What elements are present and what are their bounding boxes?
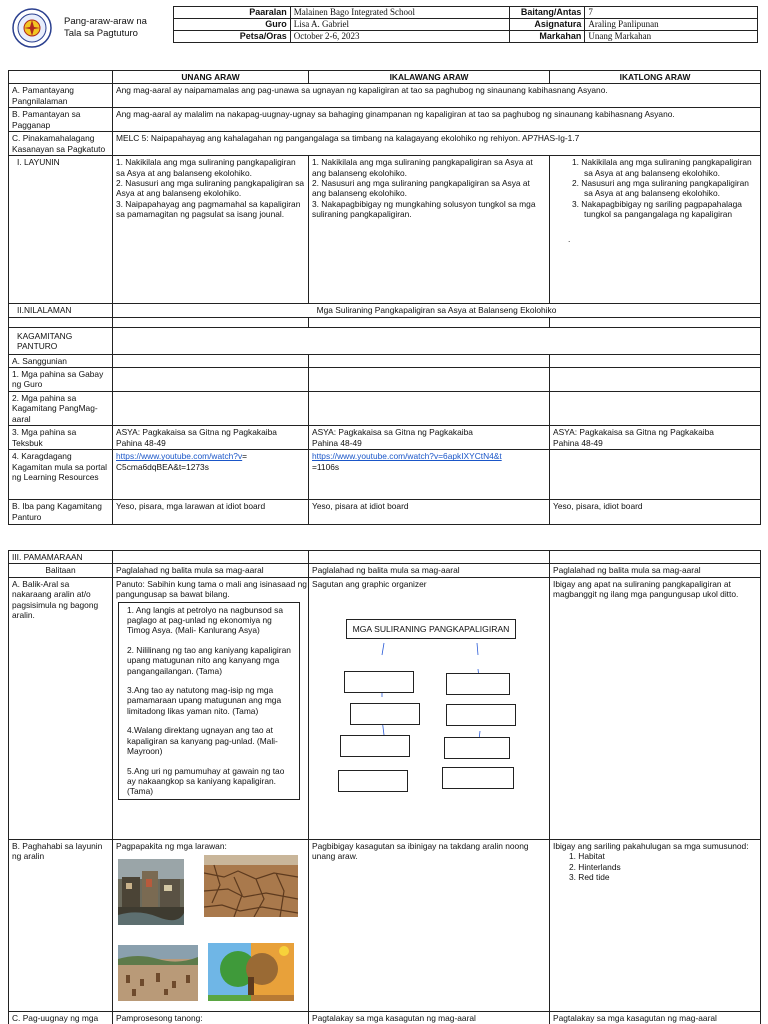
pag-uugnay-day3: Pagtalakay sa mga kasagutan ng mag-aaral xyxy=(550,1011,761,1024)
youtube-link-day1-line2: C5cma6dqBEA&t=1273s xyxy=(116,461,209,472)
paaralan-label: Paaralan xyxy=(174,7,291,19)
row-label-kagamitan: KAGAMITANG PANTURO xyxy=(9,327,113,354)
teksbuk-day1 xyxy=(113,426,309,450)
row-label-balitaan: Balitaan xyxy=(9,564,113,577)
organizer-answer-box[interactable] xyxy=(340,735,410,757)
iba-pang-day2: Yeso, pisara at idiot board xyxy=(309,500,550,525)
balik-aral-day3: Ibigay ang apat na suliraning pangkapaligiran at magbanggit ng ilang mga pangungusap ukol ditto. xyxy=(550,577,761,839)
row-label-balik-aral: A. Balik-Aral sa nakaraang aralin at/o pagsisimula ng bagong aralin. xyxy=(9,577,113,839)
row-label-pamamaraan: III. PAMAMARAAN xyxy=(9,551,113,564)
deped-seal-icon xyxy=(12,8,52,48)
markahan-label: Markahan xyxy=(510,31,585,43)
balitaan-day1: Paglalahad ng balita mula sa mag-aaral xyxy=(113,564,309,577)
layunin-day2-item: 1. Nakikilala ang mga suliraning pangkapaligiran sa Asya at ang balanseng ekolohiko. xyxy=(312,157,533,178)
petsa-value: October 2-6, 2023 xyxy=(290,31,510,43)
pamamaraan-day3 xyxy=(550,551,761,564)
sanggunian-day3 xyxy=(550,354,761,367)
teksbuk-pages: Pahina 48-49 xyxy=(312,437,362,448)
cracked-earth-photo xyxy=(204,855,298,917)
slum-photo xyxy=(118,859,184,925)
row-label-teksbuk: 3. Mga pahina sa Teksbuk xyxy=(9,426,113,450)
layunin-day1 xyxy=(113,156,309,304)
term-item: 1. Habitat xyxy=(569,851,605,862)
markahan-value: Unang Markahan xyxy=(585,31,758,43)
spacer-cell xyxy=(9,317,113,327)
layunin-day1-item: 2. Nasusuri ang mga suliraning pangkapaligiran sa Asya at ang balanseng ekolohiko. xyxy=(116,178,305,199)
layunin-day3-item: 3. Nakapagbibigay ng sariling pagpapahalaga tungkol sa pangangalaga ng kapaligiran xyxy=(572,198,742,220)
spacer-cell xyxy=(550,317,761,327)
paghahabi-day2: Pagbibigay kasagutan sa ibinigay na takdang aralin noong unang araw. xyxy=(309,839,550,1011)
teksbuk-title: ASYA: Pagkakaisa sa Gitna ng Pagkakaiba xyxy=(312,427,473,438)
row-label-pag-uugnay: C. Pag-uugnay ng mga xyxy=(9,1011,113,1024)
balik-aral-day1 xyxy=(113,577,309,839)
baitang-value: 7 xyxy=(585,7,758,19)
sanggunian-day1 xyxy=(113,354,309,367)
layunin-day3-dot: . xyxy=(568,233,571,244)
header xyxy=(8,6,760,52)
balitaan-day2: Paglalahad ng balita mula sa mag-aaral xyxy=(309,564,550,577)
lesson-plan-table-top xyxy=(8,70,761,525)
kagamitan-cell xyxy=(113,327,761,354)
row-label-kasanayan: C. Pinakamahalagang Kasanayan sa Pagkatuto xyxy=(9,132,113,156)
guro-value: Lisa A. Gabriel xyxy=(290,19,510,31)
youtube-link-day2-line2: =1106s xyxy=(312,461,340,472)
teksbuk-day2 xyxy=(309,426,550,450)
guro-label: Guro xyxy=(174,19,291,31)
paaralan-value: Malainen Bago Integrated School xyxy=(290,7,510,19)
teksbuk-pages: Pahina 48-49 xyxy=(553,437,603,448)
layunin-day2-item: 2. Nasusuri ang mga suliraning pangkapaligiran sa Asya at ang balanseng ekolohiko. xyxy=(312,178,530,199)
row-label-layunin: I. LAYUNIN xyxy=(9,156,113,304)
row-label-pamantayang-pangnilalaman: A. Pamantayang Pangnilalaman xyxy=(9,84,113,108)
term-item: 3. Red tide xyxy=(569,872,610,883)
organizer-instructions: Sagutan ang graphic organizer xyxy=(312,578,427,589)
row-label-gabay-guro: 1. Mga pahina sa Gabay ng Guro xyxy=(9,368,113,392)
corner-cell xyxy=(9,71,113,84)
lesson-plan-table-procedure xyxy=(8,550,761,1024)
row-label-sanggunian: A. Sanggunian xyxy=(9,354,113,367)
youtube-link-day2[interactable]: https://www.youtube.com/watch?v=6apkIXYCtN4&t xyxy=(312,451,502,462)
gabay-guro-day2 xyxy=(309,368,550,392)
organizer-answer-box[interactable] xyxy=(444,737,510,759)
quiz-item: 5.Ang uri ng pamumuhay at gawain ng tao ay nakaangkop sa kaniyang kapaligiran.(Tama) xyxy=(127,765,285,797)
paghahabi-day3-intro: Ibigay ang sariling pakahulugan sa mga sumusunod: xyxy=(553,840,749,851)
row-label-pamantayan-pagganap: B. Pamantayan sa Pagganap xyxy=(9,108,113,132)
photo-grid xyxy=(116,851,305,1009)
row-label-kagamitang-mag-aaral: 2. Mga pahina sa Kagamitang PangMag-aaral xyxy=(9,392,113,426)
organizer-answer-box[interactable] xyxy=(446,673,510,695)
column-header-day2: IKALAWANG ARAW xyxy=(309,71,550,84)
sanggunian-day2 xyxy=(309,354,550,367)
quiz-item: 3.Ang tao ay natutong mag-isip ng mga pamamaraan upang matugunan ang mga limitadong likas yaman nito. (Tama) xyxy=(127,685,282,716)
layunin-day3-item: 1. Nakikilala ang mga suliraning pangkapaligiran sa Asya at ang balanseng ekolohiko. xyxy=(572,157,752,178)
organizer-answer-box[interactable] xyxy=(446,704,516,726)
karagdagang-day3 xyxy=(550,450,761,500)
paghahabi-day3 xyxy=(550,839,761,1011)
graphic-organizer xyxy=(312,589,546,789)
pamamaraan-day1 xyxy=(113,551,309,564)
asignatura-label: Asignatura xyxy=(510,19,585,31)
climate-tree-photo xyxy=(208,943,294,1001)
quiz-box xyxy=(118,602,300,800)
column-header-day1: UNANG ARAW xyxy=(113,71,309,84)
spacer-cell xyxy=(113,317,309,327)
nilalaman-text: Mga Suliraning Pangkapaligiran sa Asya at Balanseng Ekolohiko xyxy=(113,304,761,317)
term-item: 2. Hinterlands xyxy=(569,861,621,872)
row-label-nilalaman: II.NILALAMAN xyxy=(9,304,113,317)
organizer-answer-box[interactable] xyxy=(350,703,420,725)
form-title xyxy=(64,16,164,40)
layunin-day1-item: 1. Nakikilala ang mga suliraning pangkapaligiran sa Asya at ang balanseng ekolohiko. xyxy=(116,157,296,178)
kagamitang-mag-aaral-day3 xyxy=(550,392,761,426)
petsa-label: Petsa/Oras xyxy=(174,31,291,43)
teksbuk-day3 xyxy=(550,426,761,450)
pag-uugnay-day1: Pamprosesong tanong: xyxy=(113,1011,309,1024)
layunin-day2-item: 3. Nakapagbibigay ng mungkahing solusyon tungkol sa mga suliraning pangkapaligiran. xyxy=(312,198,536,220)
kagamitang-mag-aaral-day2 xyxy=(309,392,550,426)
balitaan-day3: Paglalahad ng balita mula sa mag-aaral xyxy=(550,564,761,577)
layunin-day1-item: 3. Naipapahayag ang pagmamahal sa kapaligiran sa pamamagitan ng pagsulat sa isang jounal. xyxy=(116,198,301,220)
column-header-day3: IKATLONG ARAW xyxy=(550,71,761,84)
row-label-karagdagang: 4. Karagdagang Kagamitan mula sa portal ng Learning Resources xyxy=(9,450,113,500)
youtube-link-day1[interactable]: https://www.youtube.com/watch?v xyxy=(116,451,243,462)
organizer-title: MGA SULIRANING PANGKAPALIGIRAN xyxy=(346,619,516,639)
paghahabi-day1-text: Pagpapakita ng mga larawan: xyxy=(116,840,227,851)
layunin-day2 xyxy=(309,156,550,304)
teksbuk-title: ASYA: Pagkakaisa sa Gitna ng Pagkakaiba xyxy=(553,427,714,438)
paghahabi-day1 xyxy=(113,839,309,1011)
quiz-instructions: Panuto: Sabihin kung tama o mali ang isinasaad ng pangungusap sa bawat bilang. xyxy=(116,578,307,600)
teksbuk-title: ASYA: Pagkakaisa sa Gitna ng Pagkakaiba xyxy=(116,427,277,438)
form-title-line1: Pang-araw-araw na xyxy=(64,16,147,27)
teksbuk-pages: Pahina 48-49 xyxy=(116,437,166,448)
organizer-answer-box[interactable] xyxy=(344,671,414,693)
kasanayan-text: MELC 5: Naipapahayag ang kahalagahan ng pangangalaga sa timbang na kalagayang ekolohiko ng rehiyon. AP7HAS-Ig-1.7 xyxy=(113,132,761,156)
quiz-item: 4.Walang direktang ugnayan ang tao at kapaligiran sa kanyang pag-unlad. (Mali-Mayroon) xyxy=(127,725,278,757)
deforestation-photo xyxy=(118,945,198,1001)
gabay-guro-day1 xyxy=(113,368,309,392)
form-title-line2: Tala sa Pagtuturo xyxy=(64,28,138,39)
gabay-guro-day3 xyxy=(550,368,761,392)
spacer-cell xyxy=(309,317,550,327)
pamamaraan-day2 xyxy=(309,551,550,564)
pag-uugnay-day2: Pagtalakay sa mga kasagutan ng mag-aaral xyxy=(309,1011,550,1024)
layunin-day3-item: 2. Nasusuri ang mga suliraning pangkapaligiran sa Asya at ang balanseng ekolohiko. xyxy=(572,178,749,199)
organizer-answer-box[interactable] xyxy=(338,770,408,792)
layunin-day3 xyxy=(550,156,761,304)
pamantayang-pangnilalaman-text: Ang mag-aaral ay naipamamalas ang pag-unawa sa ugnayan ng kapaligiran at tao sa paghubog ng sinaunang kabihasnang Asyano. xyxy=(113,84,761,108)
baitang-label: Baitang/Antas xyxy=(510,7,585,19)
karagdagang-day2 xyxy=(309,450,550,500)
row-label-paghahabi: B. Paghahabi sa layunin ng aralin xyxy=(9,839,113,1011)
quiz-item: 1. Ang langis at petrolyo na nagbunsod sa paglago at pag-unlad ng ekonomiya ng Timog Asya. (Mali- Kanlurang Asya) xyxy=(127,604,283,636)
balik-aral-day2 xyxy=(309,577,550,839)
header-info-table xyxy=(173,6,758,43)
pamantayan-pagganap-text: Ang mag-aaral ay malalim na nakapag-uugnay-ugnay sa bahaging ginampanan ng kapaligiran at tao sa paghubog ng sinaunang kabihasnang Asyano. xyxy=(113,108,761,132)
asignatura-value: Araling Panlipunan xyxy=(585,19,758,31)
row-label-iba-pang: B. Iba pang Kagamitang Panturo xyxy=(9,500,113,525)
karagdagang-day1 xyxy=(113,450,309,500)
iba-pang-day3: Yeso, pisara, idiot board xyxy=(550,500,761,525)
youtube-link-day1-rest: = xyxy=(242,451,248,462)
organizer-answer-box[interactable] xyxy=(442,767,514,789)
quiz-item: 2. Nililinang ng tao ang kaniyang kapaligiran upang matugunan nito ang kanyang mga pangangailangan. (Tama) xyxy=(127,644,291,676)
iba-pang-day1: Yeso, pisara, mga larawan at idiot board xyxy=(113,500,309,525)
kagamitang-mag-aaral-day1 xyxy=(113,392,309,426)
